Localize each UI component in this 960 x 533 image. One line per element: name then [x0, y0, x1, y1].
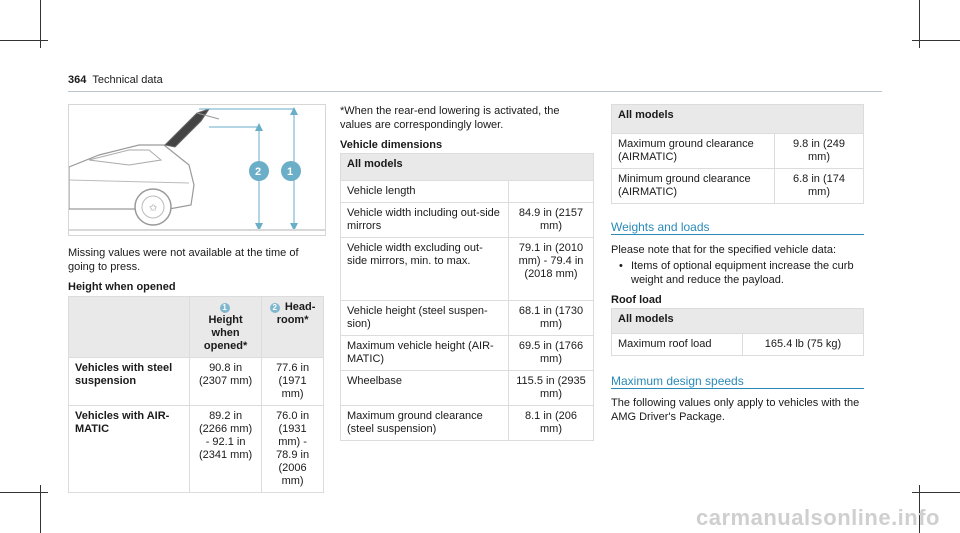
table-row: Vehicles with steel suspension 90.8 in (2307 mm) 77.6 in (1971 mm) — [69, 358, 324, 406]
weights-divider — [611, 234, 864, 235]
missing-values-note: Missing values were not available at the time of going to press. — [68, 247, 299, 273]
table-row: Maximum ground clearance (steel suspension) 8.1 in (206 mm) — [341, 406, 594, 441]
height-table-header — [69, 297, 324, 358]
vehicle-dimensions-title: Vehicle dimensions — [340, 139, 443, 151]
roof-load-table — [611, 308, 864, 356]
col1-label: Height when opened* — [203, 314, 248, 352]
crop-mark — [0, 40, 48, 41]
rear-end-note: *When the rear-end lowering is activated, the values are correspondingly lower. — [340, 105, 560, 131]
weights-intro: Please note that for the specified vehicle data: — [611, 244, 837, 256]
roof-load-title: Roof load — [611, 294, 662, 306]
col2-label: Head-room* — [276, 301, 316, 326]
height-when-opened-title: Height when opened — [68, 281, 176, 293]
table-row: Vehicles with AIR-MATIC 89.2 in (2266 mm) - 92.1 in (2341 mm) 76.0 in (1931 mm) - 78.9 in (2006 mm) — [69, 406, 324, 493]
section-title: Technical data — [92, 74, 163, 86]
table-row: Vehicle height (steel suspen-sion) 68.1 in (1730 mm) — [341, 301, 594, 336]
table-row: Maximum ground clearance (AIRMATIC) 9.8 in (249 mm) — [612, 134, 864, 169]
crop-mark — [0, 492, 48, 493]
clearance-table-header: All models — [612, 105, 864, 134]
ground-line — [69, 229, 325, 231]
table-row: Vehicle width including out-side mirrors 84.9 in (2157 mm) — [341, 203, 594, 238]
height-table — [68, 296, 324, 493]
table-row: Vehicle length — [341, 181, 594, 203]
svg-text:✩: ✩ — [149, 203, 158, 214]
roof-load-table-header: All models — [612, 309, 864, 334]
table-row: Maximum vehicle height (AIR-MATIC) 69.5 in (1766 mm) — [341, 336, 594, 371]
speeds-title: Maximum design speeds — [611, 374, 744, 388]
callout-1: 1 — [287, 166, 294, 178]
bullet-icon: • — [619, 260, 623, 272]
speeds-divider — [611, 388, 864, 389]
badge-1: 1 — [220, 303, 230, 313]
clearance-table — [611, 104, 864, 204]
dimensions-table-header: All models — [341, 154, 594, 181]
callout-2: 2 — [255, 166, 262, 178]
table-row: Vehicle width excluding out-side mirrors, min. to max. 79.1 in (2010 mm) - 79.4 in (2018 mm) — [341, 238, 594, 301]
tailgate-figure — [68, 104, 326, 236]
speeds-text: The following values only apply to vehicles with the AMG Driver's Package. — [611, 397, 860, 423]
table-row: Maximum roof load 165.4 lb (75 kg) — [612, 334, 864, 356]
dimensions-table — [340, 153, 594, 441]
weights-title: Weights and loads — [611, 220, 710, 234]
list-item: • Items of optional equipment increase the curb weight and reduce the payload. — [619, 260, 854, 286]
page-header — [68, 74, 163, 86]
page-number: 364 — [68, 74, 87, 86]
table-row: Wheelbase 115.5 in (2935 mm) — [341, 371, 594, 406]
crop-mark — [912, 40, 960, 41]
car-illustration — [69, 105, 325, 235]
header-divider — [68, 91, 882, 92]
badge-2: 2 — [270, 303, 280, 313]
watermark: carmanualsonline.info — [696, 505, 940, 530]
table-row: Minimum ground clearance (AIRMATIC) 6.8 in (174 mm) — [612, 169, 864, 204]
crop-mark — [912, 492, 960, 493]
